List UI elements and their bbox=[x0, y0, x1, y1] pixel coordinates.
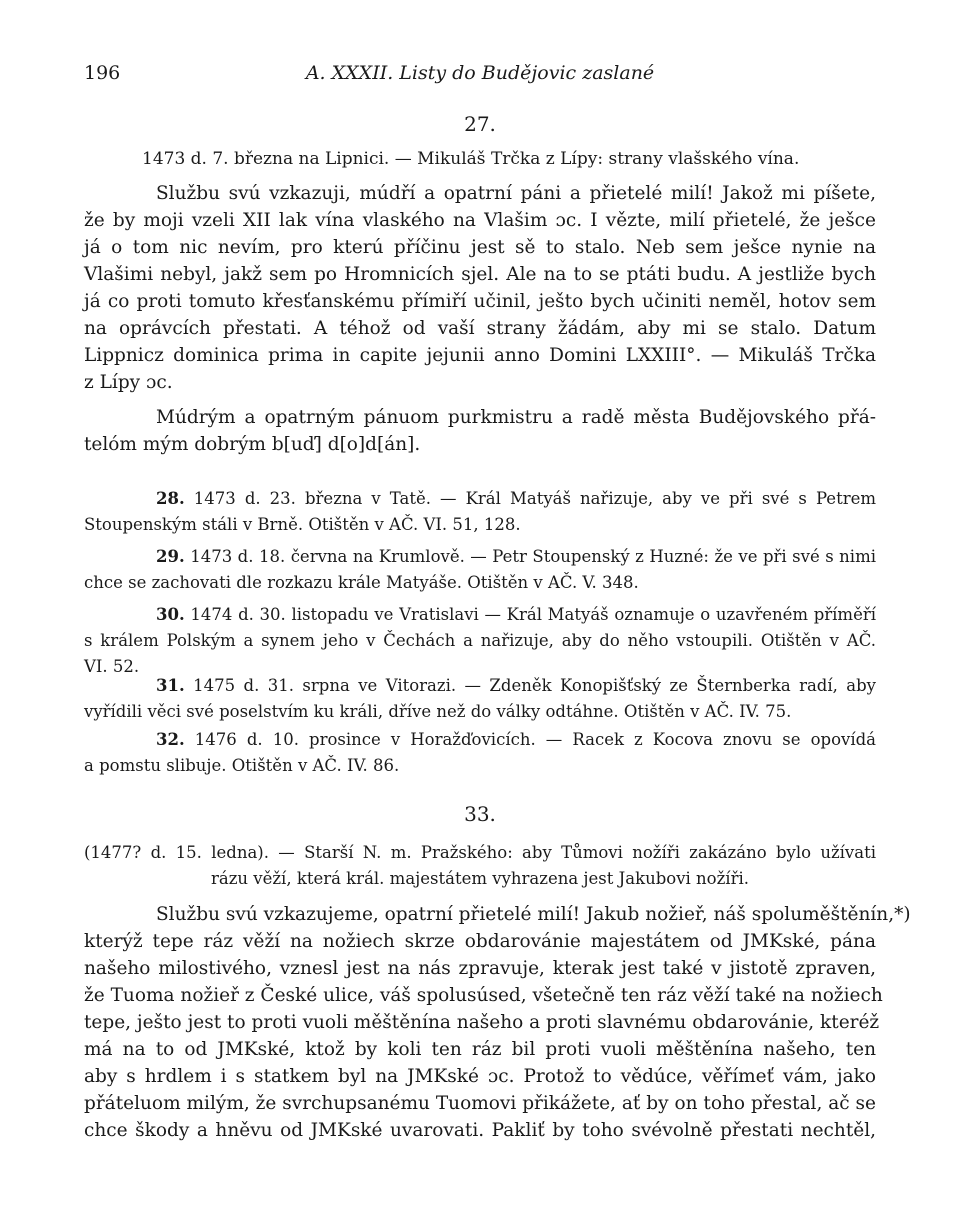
text-line: tepe, ješto jest to proti vuoli měštěnína našeho a proti slavnému obdarovánie, kteréž bbox=[84, 1012, 880, 1033]
regest-number: 28. bbox=[156, 489, 185, 508]
regest-line: vyřídili věci své poselstvím ku králi, dříve než do války odtáhne. Otištěn v AČ. IV. 75. bbox=[84, 702, 792, 721]
regest-number: 30. bbox=[156, 605, 185, 624]
regest-28: 28. 1473 d. 23. března v Tatě. — Král Matyáš nařizuje, aby ve při své s Petrem bbox=[156, 489, 877, 508]
text-line: našeho milostivého, vznesl jest na nás zpravuje, kterak jest také v jistotě zpraven, bbox=[84, 958, 876, 979]
text-line: chce škody a hněvu od JMKské uvarovati. Pakliť by toho svévolně přestati nechtěl, bbox=[84, 1120, 876, 1141]
regest-number: 32. bbox=[156, 730, 185, 749]
document-number-33: 33. bbox=[464, 802, 496, 826]
regest-27: 1473 d. 7. března na Lipnici. — Mikuláš Trčka z Lípy: strany vlašského vína. bbox=[142, 149, 800, 169]
text-line: přáteluom milým, že svrchupsanému Tuomovi přikážete, ať by on toho přestal, ač se bbox=[84, 1093, 876, 1114]
regest-30: 30. 1474 d. 30. listopadu ve Vratislavi — Král Matyáš oznamuje o uzavřeném příměří bbox=[156, 605, 877, 624]
regest-number: 31. bbox=[156, 676, 185, 695]
document-number-27: 27. bbox=[464, 112, 496, 136]
text-line: na oprávcích přestati. A téhož od vaší strany žádám, aby mi se stalo. Datum bbox=[84, 318, 876, 339]
text-line: Vlašimi nebyl, jakž sem po Hromnicích sjel. Ale na to se ptáti budu. A jestliže bych bbox=[84, 264, 876, 285]
text-line: z Lípy ɔc. bbox=[84, 372, 173, 393]
text-line: že by moji vzeli XII lak vína vlaského na Vlašim ɔc. I vězte, milí přietelé, že ješce bbox=[84, 210, 876, 231]
text-line: Službu svú vzkazuji, múdří a opatrní páni a přietelé milí! Jakož mi píšete, bbox=[156, 183, 876, 204]
regest-line: VI. 52. bbox=[84, 657, 140, 676]
text-line: aby s hrdlem i s statkem byl na JMKské ɔc. Protož to vědúce, věřímeť vám, jako bbox=[84, 1066, 876, 1087]
regest-33-line: rázu věží, která král. majestátem vyhrazena jest Jakubovi nožíři. bbox=[210, 869, 749, 888]
text-line: já co proti tomuto křesťanskému přímiří učinil, ješto bych učiniti neměl, hotov sem bbox=[84, 291, 876, 312]
text-line: Službu svú vzkazujeme, opatrní přietelé milí! Jakub nožieř, náš spoluměštěnín,*) bbox=[156, 904, 911, 925]
regest-33: (1477? d. 15. ledna). — Starší N. m. Pražského: aby Tůmovi nožíři zakázáno bylo užívati bbox=[84, 843, 876, 862]
page-number: 196 bbox=[84, 62, 121, 84]
regest-line: s králem Polským a synem jeho v Čechách a nařizuje, aby do něho vstoupili. Otištěn v AČ. bbox=[84, 631, 876, 650]
regest-number: 29. bbox=[156, 547, 185, 566]
regest-31: 31. 1475 d. 31. srpna ve Vitorazi. — Zdeněk Konopišťský ze Šternberka radí, aby bbox=[156, 676, 877, 695]
regest-line: chce se zachovati dle rozkazu krále Matyáše. Otištěn v AČ. V. 348. bbox=[84, 573, 639, 592]
text-line: Lippnicz dominica prima in capite jejunii anno Domini LXXIII°. — Mikuláš Trčka bbox=[84, 345, 876, 366]
regest-29: 29. 1473 d. 18. června na Krumlově. — Petr Stoupenský z Huzné: že ve při své s nimi bbox=[156, 547, 876, 566]
regest-32: 32. 1476 d. 10. prosince v Horažďovicích. — Racek z Kocova znovu se opovídá bbox=[156, 730, 877, 749]
address-line: Múdrým a opatrným pánuom purkmistru a radě města Budějovského přá- bbox=[156, 407, 876, 428]
text-line: má na to od JMKské, ktož by koli ten ráz bil proti vuoli měštěnína našeho, ten bbox=[84, 1039, 876, 1060]
text-line: já o tom nic nevím, pro kterú příčinu jest sě to stalo. Neb sem ješce nynie na bbox=[84, 237, 876, 258]
regest-line: Stoupenským stáli v Brně. Otištěn v AČ. VI. 51, 128. bbox=[84, 515, 521, 534]
text-line: kterýž tepe ráz věží na nožiech skrze obdarovánie majestátem od JMKské, pána bbox=[84, 931, 876, 952]
regest-line: a pomstu slibuje. Otištěn v AČ. IV. 86. bbox=[84, 756, 400, 775]
address-line: telóm mým dobrým b[uď] d[o]d[án]. bbox=[84, 434, 421, 455]
running-title: A. XXXII. Listy do Budějovic zaslané bbox=[305, 62, 655, 84]
text-line: že Tuoma nožieř z České ulice, váš spolusúsed, všetečně ten ráz věží také na nožiech bbox=[84, 985, 883, 1006]
